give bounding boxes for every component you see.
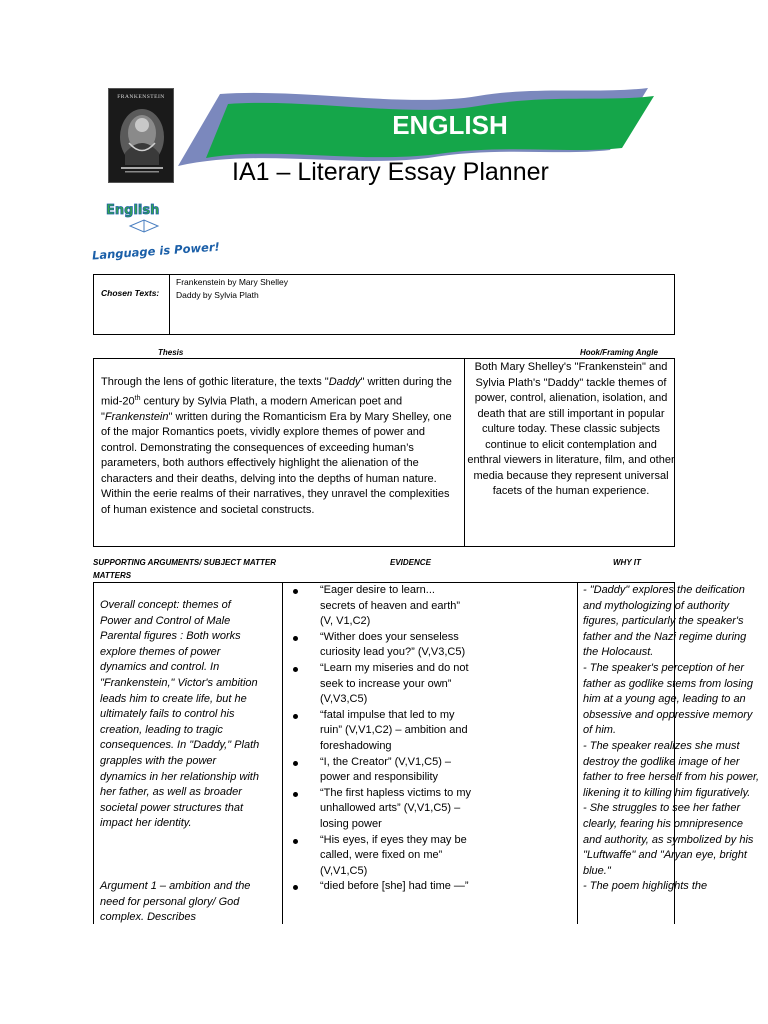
evidence-item: “His eyes, if eyes they may be called, were fixed on me” (V,V1,C5) (283, 833, 472, 880)
book-cover-art (115, 103, 169, 175)
logo-line2: Language is Power! (91, 239, 221, 263)
chosen-text-2: Daddy by Sylvia Plath (176, 289, 259, 300)
hook-text: Both Mary Shelley's "Frankenstein" and Sylvia Plath's "Daddy" tackle themes of power, control, alienation, isolation, and death that are still important in popular culture today. These classic subjects continue to elicit contemplation and enthral viewers in literature, film, and other media because they represent universal facets of the human experience. (467, 361, 675, 497)
bullet-icon (293, 667, 298, 672)
thesis-text: Through the lens of gothic literature, the texts "Daddy" written during the mid-20th century by Sylvia Plath, a modern American poet and "Frankenstein" written during the Romanticism Era by Mary Shelley, one of the major Romantics poets, vividly explore themes of power and control. Demonstrating the consequences of exceeding human’s parameters, both authors effectively highlight the alienation of the characters and their deaths, delving into the depths of human nature. Within the eerie realms of their narratives, they unravel the complexities of human existence and societal constructs. (101, 376, 452, 516)
language-is-power-logo (91, 198, 221, 264)
supporting-header: SUPPORTING ARGUMENTS/ SUBJECT MATTER (93, 558, 276, 567)
evidence-item: “The first hapless victims to my unhallowed arts” (V,V1,C5) – losing power (283, 786, 472, 833)
banner-label: ENGLISH (392, 110, 508, 140)
book-cover-title: FRANKENSTEIN (117, 94, 165, 100)
why-item: - The speaker's perception of her father as godlike stems from losing him at a young age, leading to an obsessive and oppressive memory of him. (583, 661, 753, 737)
evidence-item: “Eager desire to learn... secrets of heaven and earth” (V, V1,C2) (283, 583, 472, 630)
argument-1-text: Argument 1 – ambition and the need for personal glory/ God complex. Describes (100, 880, 251, 924)
evidence-item: “I, the Creator” (V,V1,C5) – power and responsibility (283, 755, 472, 786)
why-it-matters-text (583, 583, 763, 895)
thesis-header: Thesis (158, 348, 184, 357)
bullet-icon (293, 839, 298, 844)
chosen-text-1: Frankenstein by Mary Shelley (176, 277, 288, 287)
overall-concept-text: Overall concept: themes of Power and Control of Male Parental figures : Both works explore themes of power dynamics and control. In "Frankenstein," Victor's ambition leads him to create life, but he ultimately fails to control his creation, leading to tragic consequences. In "Daddy," Plath grapples with the power dynamics in her relationship with her father, as well as broader societal power structures that impact her identity. (100, 599, 260, 830)
bullet-icon (293, 589, 298, 594)
bullet-icon (293, 792, 298, 797)
bullet-icon (293, 885, 298, 890)
why-header: WHY IT (613, 558, 641, 567)
evidence-item: “Learn my miseries and do not seek to increase your own” (V,V3,C5) (283, 661, 472, 708)
bullet-icon (293, 761, 298, 766)
chosen-texts-table (93, 274, 675, 335)
hook-header: Hook/Framing Angle (580, 348, 658, 357)
chosen-texts-label: Chosen Texts: (101, 288, 160, 298)
supporting-header-line2: MATTERS (93, 571, 132, 580)
evidence-header: EVIDENCE (390, 558, 431, 567)
bullet-icon (293, 714, 298, 719)
bullet-icon (293, 636, 298, 641)
page-title: IA1 – Literary Essay Planner (232, 158, 549, 186)
evidence-item: “died before [she] had time —” (283, 879, 472, 895)
evidence-item: “Wither does your senseless curiosity lead you?” (V,V3,C5) (283, 630, 472, 661)
evidence-item: “fatal impulse that led to my ruin” (V,V1,C2) – ambition and foreshadowing (283, 708, 472, 755)
book-cover-image (108, 88, 174, 183)
supporting-table (93, 582, 760, 924)
evidence-list (283, 583, 577, 895)
why-item: - She struggles to see her father clearly, fearing his omnipresence and authority, as symbolized by his "Luftwaffe" and "Aryan eye, bright blue." (583, 802, 754, 877)
thesis-table (93, 358, 675, 547)
logo-line1: English (106, 203, 160, 218)
why-item: - The poem highlights the (583, 880, 708, 893)
why-item: - The speaker realizes she must destroy the godlike image of her father to free herself from his power, likening it to killing him figuratively. (583, 739, 760, 799)
why-item: - "Daddy" explores the deification and mythologizing of authority figures, particularly the speaker's father and the Nazi regime during the Holocaust. (583, 584, 747, 659)
